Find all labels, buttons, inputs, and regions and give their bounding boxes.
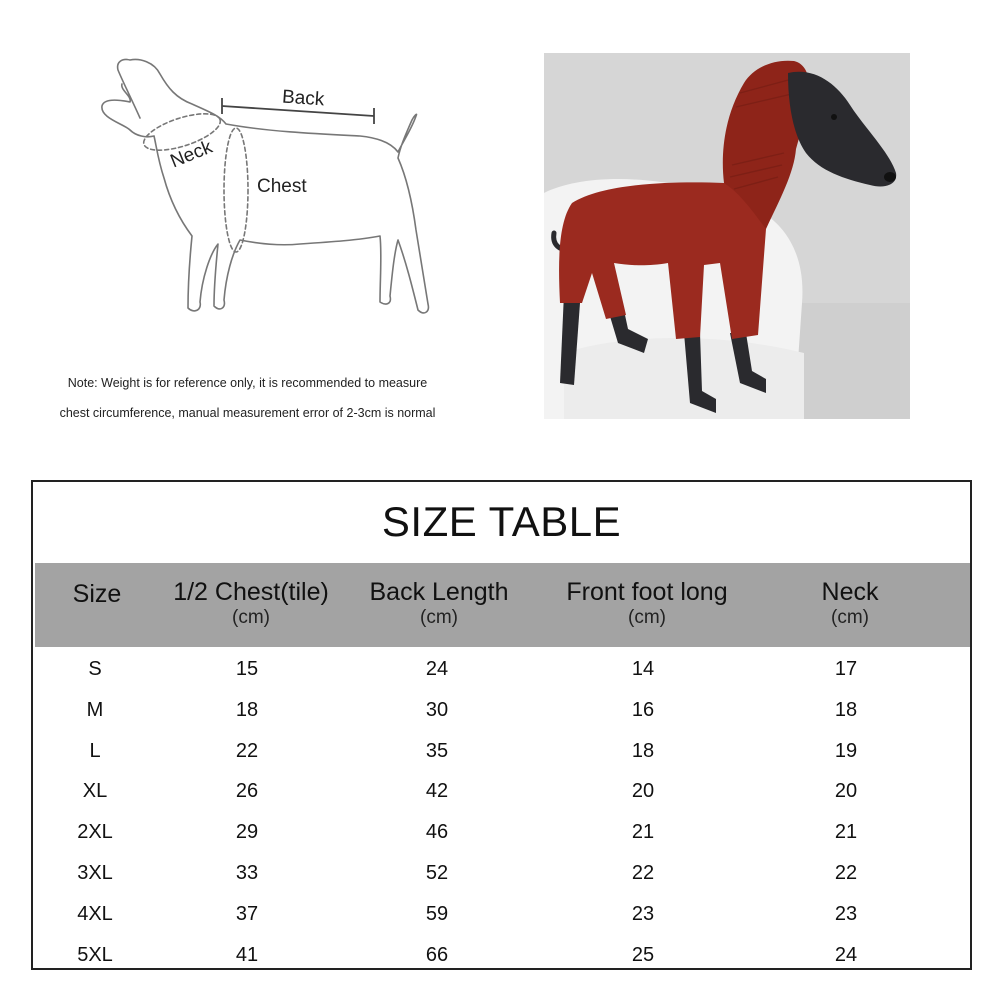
cell-neck: 22 xyxy=(834,862,858,884)
size-table-title: SIZE TABLE xyxy=(381,498,622,545)
table-row xyxy=(33,650,970,691)
size-table xyxy=(31,480,972,970)
cell-back: 66 xyxy=(425,944,449,966)
neck-label: Neck xyxy=(167,136,216,173)
cell-neck: 17 xyxy=(834,658,858,680)
cell-chest: 15 xyxy=(235,658,259,680)
cell-size: 5XL xyxy=(77,944,113,966)
header-unit: (cm) xyxy=(831,607,869,628)
header-unit: (cm) xyxy=(232,607,270,628)
cell-neck: 21 xyxy=(834,821,858,843)
cell-chest: 33 xyxy=(235,862,259,884)
cell-back: 52 xyxy=(425,862,449,884)
cell-chest: 37 xyxy=(235,903,259,925)
header-half-chest xyxy=(173,577,329,629)
cell-neck: 24 xyxy=(834,944,858,966)
cell-front: 23 xyxy=(631,903,655,925)
size-table-header xyxy=(35,563,970,647)
note-line-2: chest circumference, manual measurement error of 2-3cm is normal xyxy=(59,406,436,420)
cell-back: 42 xyxy=(425,780,449,802)
cell-neck: 18 xyxy=(834,699,858,721)
cell-back: 24 xyxy=(425,658,449,680)
header-label: 1/2 Chest(tile) xyxy=(173,578,329,606)
header-label: Neck xyxy=(821,578,879,606)
header-size xyxy=(73,579,122,609)
header-label: Back Length xyxy=(369,578,509,606)
header-front-foot-long xyxy=(566,577,727,629)
table-row xyxy=(33,772,970,813)
product-photo xyxy=(544,53,910,419)
header-label: Front foot long xyxy=(566,578,728,606)
cell-neck: 19 xyxy=(834,740,858,762)
chest-label: Chest xyxy=(257,176,307,197)
cell-back: 35 xyxy=(425,740,449,762)
cell-chest: 29 xyxy=(235,821,259,843)
cell-back: 30 xyxy=(425,699,449,721)
table-row xyxy=(33,854,970,895)
cell-size: 2XL xyxy=(77,821,113,843)
table-row xyxy=(33,732,970,773)
back-label: Back xyxy=(281,86,325,111)
cell-front: 22 xyxy=(631,862,655,884)
note-line-1: Note: Weight is for reference only, it is recommended to measure xyxy=(67,376,428,390)
cell-front: 14 xyxy=(631,658,655,680)
cell-front: 25 xyxy=(631,944,655,966)
cell-chest: 26 xyxy=(235,780,259,802)
cell-chest: 18 xyxy=(235,699,259,721)
cell-chest: 22 xyxy=(235,740,259,762)
cell-front: 20 xyxy=(631,780,655,802)
table-row xyxy=(33,936,970,977)
header-neck xyxy=(822,577,879,629)
cell-front: 16 xyxy=(631,699,655,721)
table-row xyxy=(33,813,970,854)
dog-outline-icon xyxy=(60,40,460,360)
cell-chest: 41 xyxy=(235,944,259,966)
table-row xyxy=(33,691,970,732)
header-unit: (cm) xyxy=(420,607,458,628)
header-label: Size xyxy=(72,580,122,608)
dog-photo-icon xyxy=(544,53,910,419)
cell-neck: 20 xyxy=(834,780,858,802)
measurement-diagram xyxy=(60,40,460,360)
cell-size: XL xyxy=(82,780,108,802)
cell-front: 18 xyxy=(631,740,655,762)
table-row xyxy=(33,895,970,936)
cell-size: S xyxy=(88,658,102,680)
cell-size: 3XL xyxy=(77,862,113,884)
cell-size: 4XL xyxy=(77,903,113,925)
cell-front: 21 xyxy=(631,821,655,843)
cell-size: L xyxy=(89,740,101,762)
header-unit: (cm) xyxy=(628,607,666,628)
cell-back: 46 xyxy=(425,821,449,843)
cell-neck: 23 xyxy=(834,903,858,925)
cell-size: M xyxy=(86,699,104,721)
cell-back: 59 xyxy=(425,903,449,925)
header-back-length xyxy=(370,577,509,629)
